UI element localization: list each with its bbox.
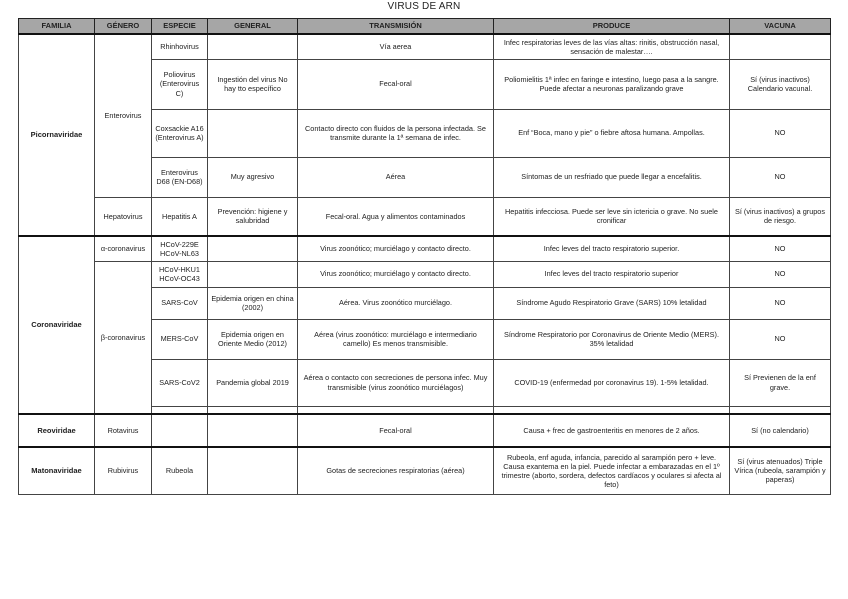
general-cell <box>208 447 298 494</box>
transmision-cell: Virus zoonótico; murciélago y contacto directo. <box>298 261 494 287</box>
header-vacuna: VACUNA <box>730 19 831 35</box>
especie-cell: HCoV-HKU1 HCoV-OC43 <box>152 261 208 287</box>
header-general: GENERAL <box>208 19 298 35</box>
vacuna-cell: Sí (virus atenuados) Triple Vírica (rubeola, sarampión y paperas) <box>730 447 831 494</box>
transmision-cell: Contacto directo con fluidos de la persona infectada. Se transmite durante la 1ª semana de infec. <box>298 109 494 157</box>
especie-cell: Enterovirus D68 (EN-D68) <box>152 157 208 197</box>
vacuna-cell: NO <box>730 157 831 197</box>
produce-cell: COVID-19 (enfermedad por coronavirus 19). 1-5% letalidad. <box>494 359 730 406</box>
general-cell: Prevención: higiene y salubridad <box>208 197 298 236</box>
transmision-cell: Fecal-oral <box>298 59 494 109</box>
produce-cell: Enf “Boca, mano y pie” o fiebre aftosa humana. Ampollas. <box>494 109 730 157</box>
vacuna-cell: NO <box>730 287 831 319</box>
produce-cell: Infec respiratorias leves de las vías altas: rinitis, obstrucción nasal, sensación de malestar…. <box>494 34 730 59</box>
vacuna-cell: NO <box>730 109 831 157</box>
page-title: VIRUS DE ARN <box>387 1 461 12</box>
vacuna-cell: Sí (no calendario) <box>730 414 831 447</box>
especie-cell: Poliovirus (Enterovirus C) <box>152 59 208 109</box>
especie-cell <box>152 406 208 414</box>
vacuna-cell: NO <box>730 236 831 261</box>
genus-cell: Enterovirus <box>95 34 152 197</box>
general-cell <box>208 34 298 59</box>
transmision-cell: Fecal-oral <box>298 414 494 447</box>
vacuna-cell: NO <box>730 319 831 359</box>
family-cell: Reoviridae <box>19 414 95 447</box>
header-especie: ESPECIE <box>152 19 208 35</box>
vacuna-cell: Sí (virus inactivos) Calendario vacunal. <box>730 59 831 109</box>
genus-cell: Rotavirus <box>95 414 152 447</box>
vacuna-cell: NO <box>730 261 831 287</box>
genus-cell: β-coronavirus <box>95 261 152 414</box>
general-cell: Muy agresivo <box>208 157 298 197</box>
transmision-cell: Virus zoonótico; murciélago y contacto directo. <box>298 236 494 261</box>
table-row <box>19 197 831 236</box>
general-cell: Ingestión del virus No hay tto específico <box>208 59 298 109</box>
table-row <box>19 414 831 447</box>
transmision-cell: Gotas de secreciones respiratorias (aérea) <box>298 447 494 494</box>
table-row <box>19 34 831 59</box>
transmision-cell: Aérea (virus zoonótico: murciélago e intermediario camello) Es menos transmisible. <box>298 319 494 359</box>
header-familia: FAMILIA <box>19 19 95 35</box>
produce-cell: Infec leves del tracto respiratorio superior. <box>494 236 730 261</box>
general-cell <box>208 236 298 261</box>
produce-cell: Síndrome Agudo Respiratorio Grave (SARS) 10% letalidad <box>494 287 730 319</box>
especie-cell: Rubeola <box>152 447 208 494</box>
vacuna-cell <box>730 34 831 59</box>
vacuna-cell: Sí (virus inactivos) a grupos de riesgo. <box>730 197 831 236</box>
header-produce: PRODUCE <box>494 19 730 35</box>
transmision-cell: Fecal-oral. Agua y alimentos contaminados <box>298 197 494 236</box>
table-row <box>19 261 831 287</box>
header-row <box>19 19 831 35</box>
especie-cell: Rhinhovirus <box>152 34 208 59</box>
produce-cell: Hepatitis infecciosa. Puede ser leve sin ictericia o grave. No suele cronificar <box>494 197 730 236</box>
header-transmision: TRANSMISIÓN <box>298 19 494 35</box>
family-cell: Matonaviridae <box>19 447 95 494</box>
header-genero: GÉNERO <box>95 19 152 35</box>
table-row <box>19 447 831 494</box>
general-cell <box>208 406 298 414</box>
especie-cell: HCoV-229E HCoV-NL63 <box>152 236 208 261</box>
produce-cell: Síntomas de un resfriado que puede llegar a encefalitis. <box>494 157 730 197</box>
general-cell <box>208 261 298 287</box>
produce-cell: Infec leves del tracto respiratorio superior <box>494 261 730 287</box>
general-cell <box>208 109 298 157</box>
transmision-cell: Aérea <box>298 157 494 197</box>
genus-cell: Hepatovirus <box>95 197 152 236</box>
genus-cell: Rubivirus <box>95 447 152 494</box>
transmision-cell <box>298 406 494 414</box>
virus-table <box>18 18 831 495</box>
transmision-cell: Vía aerea <box>298 34 494 59</box>
transmision-cell: Aérea. Virus zoonótico murciélago. <box>298 287 494 319</box>
transmision-cell: Aérea o contacto con secreciones de persona infec. Muy transmisible (virus zoonótico murciélagos) <box>298 359 494 406</box>
produce-cell: Síndrome Respiratorio por Coronavirus de Oriente Medio (MERS). 35% letalidad <box>494 319 730 359</box>
especie-cell: Coxsackie A16 (Enterovirus A) <box>152 109 208 157</box>
especie-cell <box>152 414 208 447</box>
especie-cell: SARS-CoV <box>152 287 208 319</box>
especie-cell: SARS-CoV2 <box>152 359 208 406</box>
general-cell: Epidemia origen en china (2002) <box>208 287 298 319</box>
vacuna-cell <box>730 406 831 414</box>
produce-cell <box>494 406 730 414</box>
produce-cell: Rubeola, enf aguda, infancia, parecido al sarampión pero + leve. Causa exantema en la piel. Puede infectar a embarazadas en el 1º trimestre (aborto, sordera, defectos cardíacos y oculares si afecta al feto) <box>494 447 730 494</box>
family-cell: Picornaviridae <box>19 34 95 236</box>
table-row <box>19 236 831 261</box>
family-cell: Coronaviridae <box>19 236 95 414</box>
produce-cell: Causa + frec de gastroenteritis en menores de 2 años. <box>494 414 730 447</box>
general-cell: Epidemia origen en Oriente Medio (2012) <box>208 319 298 359</box>
general-cell: Pandemia global 2019 <box>208 359 298 406</box>
genus-cell: α-coronavirus <box>95 236 152 261</box>
vacuna-cell: Sí Previenen de la enf grave. <box>730 359 831 406</box>
produce-cell: Poliomielitis 1ª infec en faringe e intestino, luego pasa a la sangre. Puede afectar a neuronas paralizando grave <box>494 59 730 109</box>
especie-cell: Hepatitis A <box>152 197 208 236</box>
especie-cell: MERS-CoV <box>152 319 208 359</box>
general-cell <box>208 414 298 447</box>
